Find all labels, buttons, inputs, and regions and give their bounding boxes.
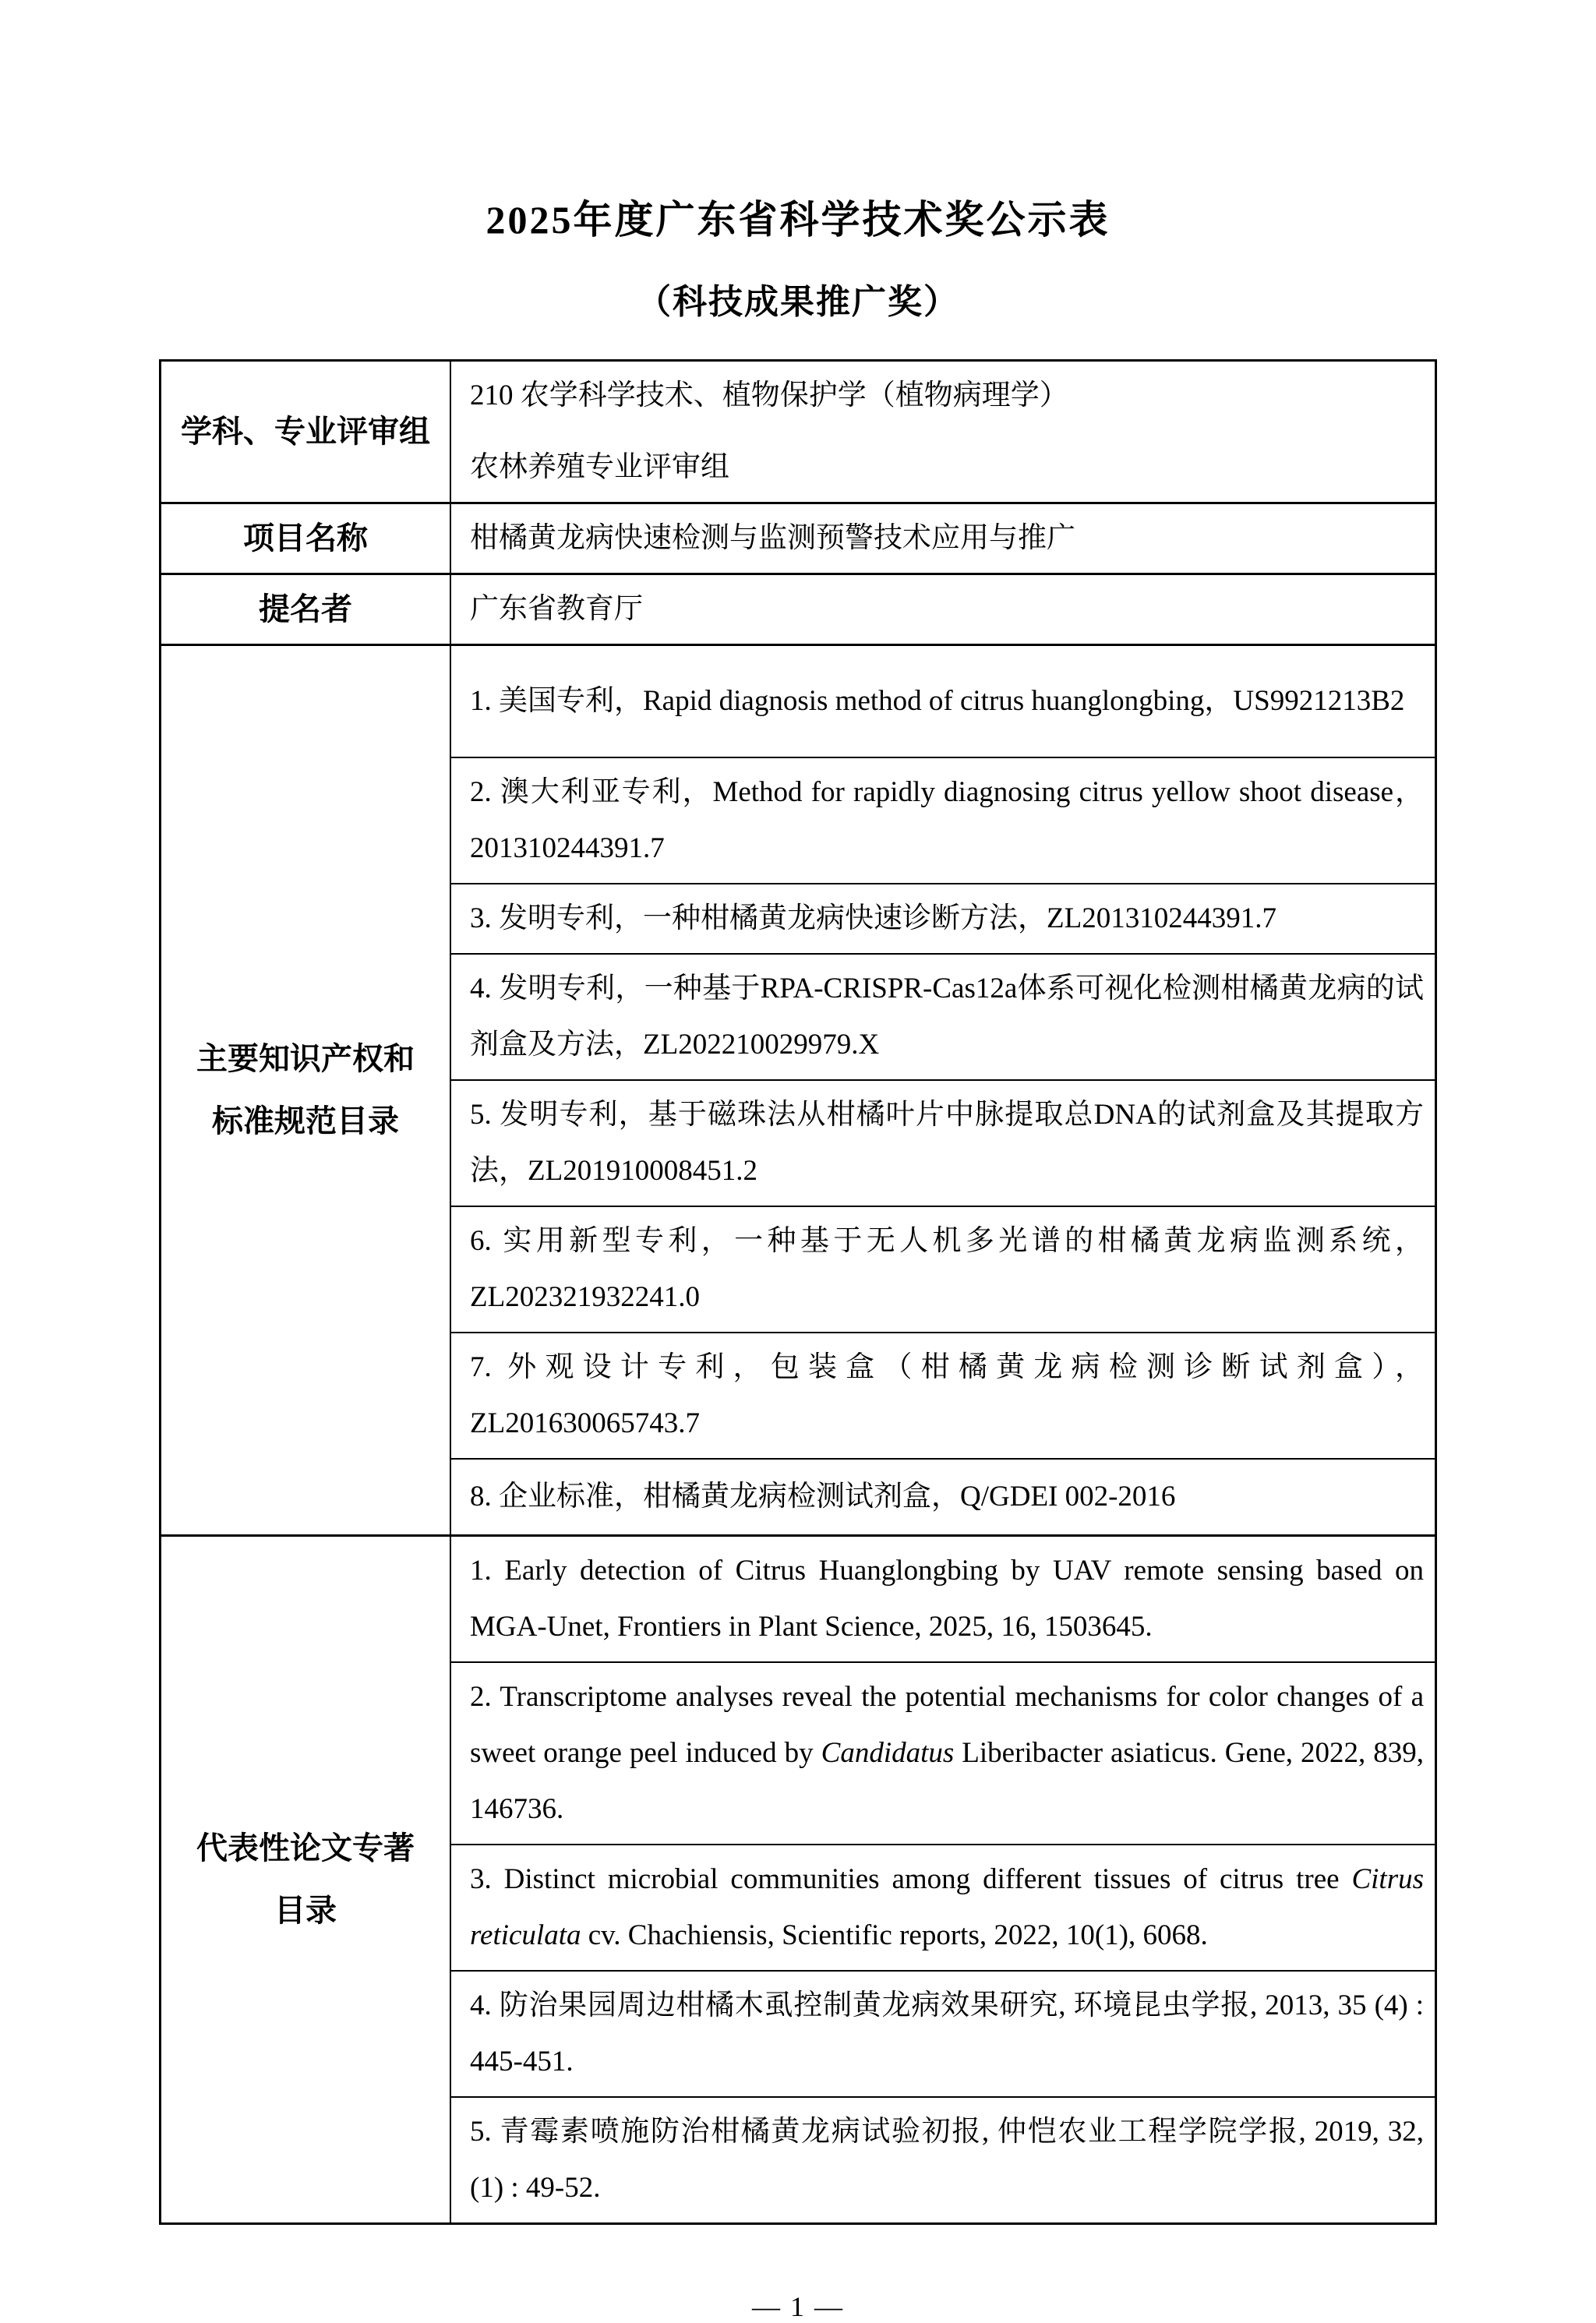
paper-item: [451, 1661, 1435, 1844]
ip-item: [451, 953, 1435, 1079]
review-group-label: [161, 362, 451, 502]
paper-item-text: 4. 防治果园周边柑橘木虱控制黄龙病效果研究, 环境昆虫学报, 2013, 35 (4) : 445-451.: [470, 1989, 1424, 2078]
ip-item-text: 2. 澳大利亚专利，Method for rapidly diagnosing citrus yellow shoot disease，201310244391.7: [470, 775, 1424, 864]
paper-item-text-post: cv. Chachiensis, Scientific reports, 2022, 10(1), 6068.: [581, 1919, 1208, 1951]
paper-item-text: [470, 1852, 1424, 1964]
ip-item-text: 7. 外观设计专利，包装盒（柑橘黄龙病检测诊断试剂盒），ZL201630065743.7: [470, 1350, 1424, 1439]
paper-item-text: [470, 1669, 1424, 1838]
row-review-group: [161, 362, 1435, 502]
review-group-value: [451, 362, 1435, 502]
paper-item-text: 5. 青霉素喷施防治柑橘黄龙病试验初报, 仲恺农业工程学院学报, 2019, 32, (1) : 49-52.: [470, 2115, 1424, 2204]
papers-section-label: [161, 1537, 451, 2222]
paper-item: [451, 1537, 1435, 1661]
row-papers-section: [161, 1534, 1435, 2222]
project-name-value: [451, 504, 1435, 573]
ip-section-label: [161, 646, 451, 1534]
nominator-value: [451, 575, 1435, 644]
row-ip-section: [161, 644, 1435, 1534]
ip-item: [451, 1458, 1435, 1534]
ip-item: [451, 1332, 1435, 1458]
paper-item-text-pre: 2. Transcriptome analyses reveal the potential mechanisms for color changes of a sweet orange peel induced by: [470, 1680, 1424, 1769]
row-project-name: [161, 502, 1435, 573]
paper-item: [451, 1844, 1435, 1970]
ip-item: [451, 883, 1435, 953]
review-group-value-line2: 农林养殖专业评审组: [470, 450, 729, 483]
ip-section-label-line2: 标准规范目录: [212, 1103, 399, 1139]
nominator-value-text: 广东省教育厅: [470, 592, 643, 625]
papers-section-label-line1: 代表性论文专著: [196, 1831, 415, 1866]
ip-item-text: 3. 发明专利，一种柑橘黄龙病快速诊断方法，ZL201310244391.7: [470, 902, 1276, 934]
paper-items: [451, 1537, 1435, 2222]
review-group-value-line1: 210 农学科学技术、植物保护学（植物病理学）: [470, 379, 1068, 411]
project-name-label: [161, 504, 451, 573]
paper-item-text-italic: Citrus reticulata: [470, 1862, 1424, 1951]
ip-item-text: 4. 发明专利，一种基于RPA-CRISPR-Cas12a体系可视化检测柑橘黄龙病的试剂盒及方法，ZL202210029979.X: [470, 972, 1424, 1061]
papers-section-label-line2: 目录: [274, 1893, 337, 1928]
ip-items: [451, 646, 1435, 1534]
project-name-value-text: 柑橘黄龙病快速检测与监测预警技术应用与推广: [470, 521, 1075, 554]
page-title: 2025年度广东省科学技术奖公示表: [486, 198, 1110, 242]
nominator-label-text: 提名者: [259, 591, 352, 627]
ip-item: [451, 646, 1435, 757]
review-group-label-text: 学科、专业评审组: [181, 414, 430, 449]
paper-item: [451, 1970, 1435, 2096]
project-name-label-text: 项目名称: [243, 521, 368, 556]
ip-item: [451, 757, 1435, 883]
ip-item-text: 6. 实用新型专利，一种基于无人机多光谱的柑橘黄龙病监测系统，ZL202321932241.0: [470, 1224, 1424, 1313]
ip-section-label-line1: 主要知识产权和: [196, 1041, 415, 1076]
paper-item: [451, 2096, 1435, 2222]
ip-item: [451, 1079, 1435, 1206]
nominator-label: [161, 575, 451, 644]
paper-item-text-post: Liberibacter asiaticus. Gene, 2022, 839, 146736.: [470, 1736, 1424, 1825]
page-number: — 1 —: [752, 2290, 844, 2322]
row-nominator: [161, 573, 1435, 644]
ip-item-text: 8. 企业标准，柑橘黄龙病检测试剂盒，Q/GDEI 002-2016: [470, 1480, 1176, 1513]
ip-item-text: 1. 美国专利，Rapid diagnosis method of citrus huanglongbing，US9921213B2: [470, 684, 1405, 717]
page-subtitle: （科技成果推广奖）: [637, 283, 959, 321]
ip-item: [451, 1206, 1435, 1332]
paper-item-text-italic: Candidatus: [821, 1736, 955, 1769]
paper-item-text-pre: 3. Distinct microbial communities among different tissues of citrus tree: [470, 1862, 1352, 1895]
paper-item-text: 1. Early detection of Citrus Huanglongbing by UAV remote sensing based on MGA-Unet, Frontiers in Plant Science, 2025, 16, 1503645.: [470, 1554, 1424, 1643]
ip-item-text: 5. 发明专利，基于磁珠法从柑橘叶片中脉提取总DNA的试剂盒及其提取方法，ZL201910008451.2: [470, 1098, 1424, 1187]
award-table: [159, 359, 1437, 2225]
